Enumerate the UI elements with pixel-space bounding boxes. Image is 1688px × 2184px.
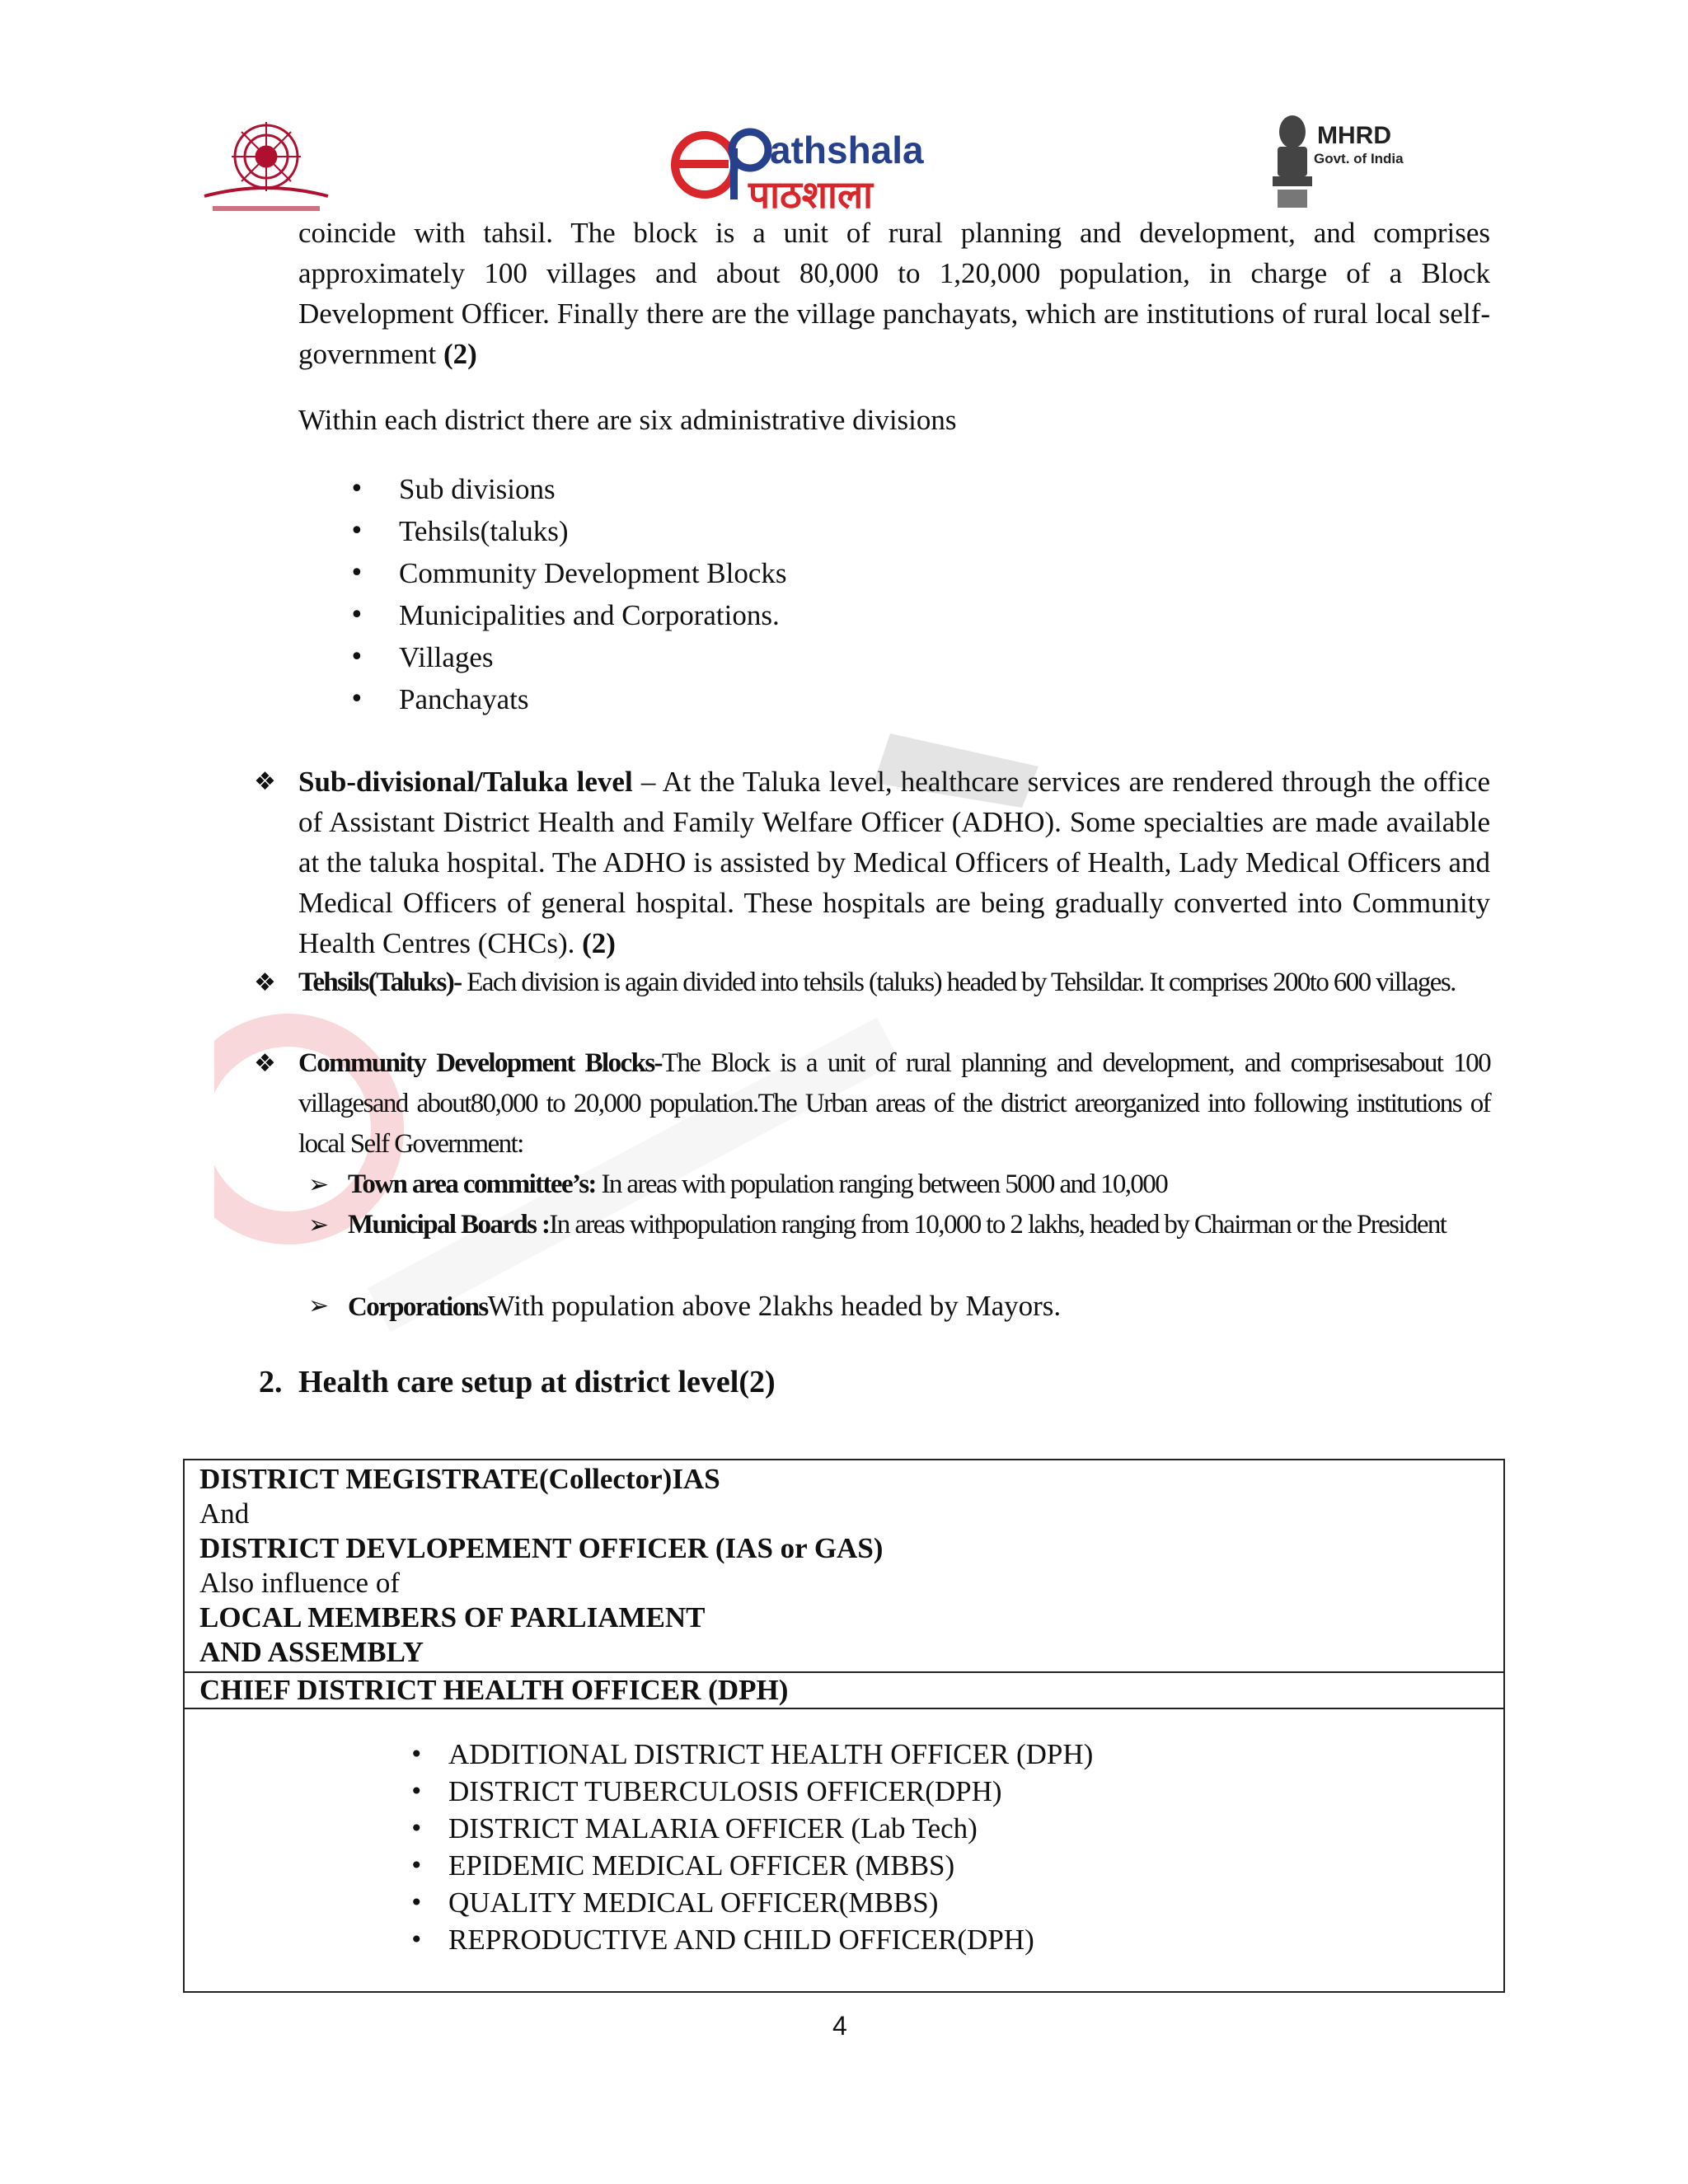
table-cell-authority	[184, 1460, 1504, 1672]
mhrd-logo	[1259, 107, 1432, 214]
diamond-bullet-icon: ❖	[254, 1049, 275, 1078]
table-line: And	[199, 1497, 250, 1530]
epathshala-logo	[668, 115, 964, 214]
subdivisional-text: – At the Taluka level, healthcare services are rendered through the office of Assistant District Health and Family Welfare Officer (ADHO). Some specialties are made available at the taluka hospital. The ADHO is assisted by Medical Officers of Health, Lady Medical Officers and Medical Officers of general hospital. These hospitals are being gradually converted into Community Health Centres (CHCs).	[298, 766, 1490, 959]
cdb-subitem	[308, 1165, 1490, 1205]
section-title: Health care setup at district level(2)	[298, 1365, 776, 1399]
list-item: • REPRODUCTIVE AND CHILD OFFICER(DPH)	[199, 1921, 1489, 1958]
table-cell-officers	[184, 1708, 1504, 1992]
cdb-subitem-title: Town area committee’s:	[348, 1169, 596, 1199]
table-line: AND ASSEMBLY	[199, 1636, 424, 1668]
subdivisional-title: Sub-divisional/Taluka level	[298, 766, 633, 798]
list-item: • Tehsils(taluks)	[298, 510, 1287, 552]
table-line: DISTRICT MEGISTRATE(Collector)IAS	[199, 1463, 720, 1495]
cdb-subitem-title: Municipal Boards :	[348, 1210, 550, 1240]
epathshala-logo-hindi: पाठशाला	[748, 172, 874, 214]
district-health-table	[183, 1459, 1505, 1993]
subdivisional-ref: (2)	[582, 927, 616, 959]
epathshala-logo-text: athshala	[770, 129, 924, 171]
cdb-subitem-title: Corporations	[348, 1292, 488, 1322]
intro-paragraph	[298, 213, 1490, 374]
mhrd-title: MHRD	[1317, 122, 1391, 149]
mhrd-subtitle: Govt. of India	[1314, 151, 1404, 166]
cdb-subitem-text: In areas with population ranging between 5000 and 10,000	[595, 1169, 1168, 1199]
tehsils-title: Tehsils(Taluks)-	[298, 968, 462, 997]
list-item: • Community Development Blocks	[298, 552, 1287, 594]
table-line: Also influence of	[199, 1567, 400, 1599]
intro-text: coincide with tahsil. The block is a unit of rural planning and development, and comprises approximately 100 villages and about 80,000 to 1,20,000 population, in charge of a Block Development Officer. Finally there are the village panchayats, which are institutions of rural local self-government	[298, 217, 1490, 370]
ugc-logo	[196, 114, 336, 221]
arrow-bullet-icon: ➢	[308, 1291, 330, 1320]
intro-ref: (2)	[443, 338, 477, 370]
diamond-bullet-icon: ❖	[254, 767, 276, 796]
cdb-text: The Block is a unit of rural planning and development, and comprisesabout 100 villagesand about80,000 to 20,000 population.The Urban areas of the district areorganized into following institutions of local Self Government:	[298, 1048, 1490, 1159]
section-number: 2.	[259, 1365, 283, 1399]
table-line: LOCAL MEMBERS OF PARLIAMENT	[199, 1601, 706, 1633]
cdb-subitem	[308, 1286, 1490, 1328]
section-heading	[259, 1364, 776, 1400]
list-item: • QUALITY MEDICAL OFFICER(MBBS)	[199, 1884, 1489, 1921]
page-number: 4	[832, 2011, 847, 2041]
list-item: • ADDITIONAL DISTRICT HEALTH OFFICER (DPH)	[199, 1736, 1489, 1773]
tehsils-item	[254, 963, 1490, 1003]
list-item: • DISTRICT TUBERCULOSIS OFFICER(DPH)	[199, 1773, 1489, 1810]
cdb-subitem-text: In areas withpopulation ranging from 10,000 to 2 lakhs, headed by Chairman or the President	[549, 1210, 1447, 1240]
cdb-title: Community Development Blocks-	[298, 1048, 662, 1078]
list-item: • Sub divisions	[298, 468, 1287, 510]
tehsils-text: Each division is again divided into tehsils (taluks) headed by Tehsildar. It comprises 200to 600 villages.	[461, 968, 1456, 997]
divisions-list	[298, 468, 1287, 720]
arrow-bullet-icon: ➢	[308, 1211, 328, 1240]
divisions-lead-text: Within each district there are six administrative divisions	[298, 404, 957, 436]
arrow-bullet-icon: ➢	[308, 1170, 328, 1199]
cdb-item	[254, 1043, 1490, 1165]
list-item: • Municipalities and Corporations.	[298, 594, 1287, 636]
list-item: • DISTRICT MALARIA OFFICER (Lab Tech)	[199, 1810, 1489, 1847]
cdb-subitem-text: With population above 2lakhs headed by Mayors.	[487, 1290, 1062, 1322]
list-item: • Panchayats	[298, 678, 1287, 720]
list-item: • EPIDEMIC MEDICAL OFFICER (MBBS)	[199, 1847, 1489, 1884]
cdb-subitem	[308, 1205, 1490, 1245]
subdivisional-item	[254, 762, 1490, 963]
table-line: DISTRICT DEVLOPEMENT OFFICER (IAS or GAS)	[199, 1532, 884, 1564]
table-cell-chief: CHIEF DISTRICT HEALTH OFFICER (DPH)	[184, 1672, 1504, 1708]
divisions-lead	[298, 400, 1490, 440]
list-item: • Villages	[298, 636, 1287, 678]
diamond-bullet-icon: ❖	[254, 968, 275, 997]
